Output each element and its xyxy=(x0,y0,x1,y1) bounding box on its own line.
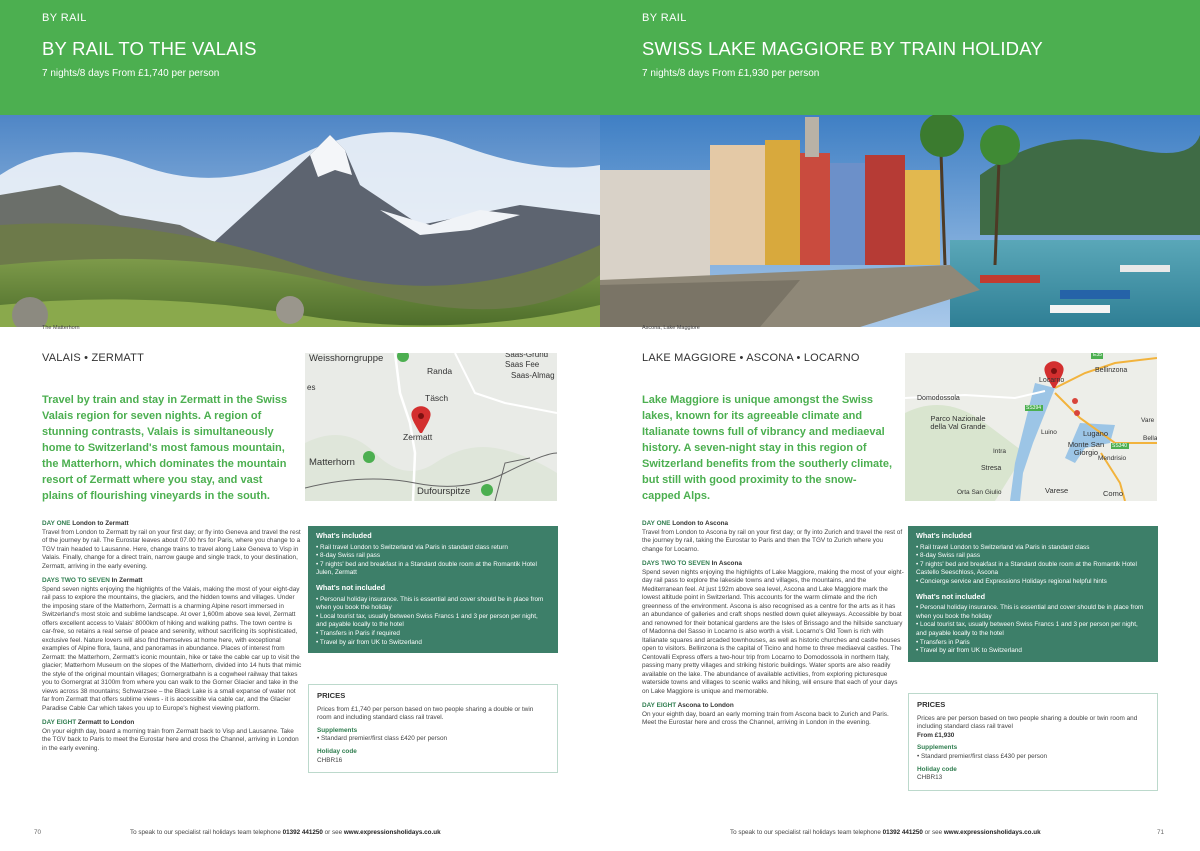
day-label: DAY EIGHT xyxy=(42,719,77,726)
lake-maggiore-map[interactable] xyxy=(905,353,1157,501)
day-label: DAYS TWO TO SEVEN xyxy=(642,560,710,567)
prices-text: Prices are per person based on two people sharing a double or twin room and including standard class rail travel xyxy=(917,714,1138,731)
itinerary-day xyxy=(42,577,304,713)
footer-phone[interactable]: 01392 441250 xyxy=(882,829,923,836)
map-label: Zermatt xyxy=(403,432,433,442)
map-label: Luino xyxy=(1041,429,1057,436)
not-included-item: • Personal holiday insurance. This is essential and cover should be in place from when you book the holiday xyxy=(916,604,1144,620)
day-place: Ascona to London xyxy=(677,702,734,709)
map-label: Saas Fee xyxy=(505,360,540,369)
supplements-text: • Standard premier/first class £430 per person xyxy=(917,752,1048,760)
day-place: In Zermatt xyxy=(111,577,143,584)
right-page xyxy=(600,0,1200,851)
map-label: Locarno xyxy=(1039,377,1065,384)
map-label: E35 xyxy=(1093,353,1102,358)
map-label: SS340 xyxy=(1112,443,1128,449)
map-label: SS394 xyxy=(1026,405,1042,411)
ascona-photo xyxy=(600,115,1200,327)
page-number: 71 xyxy=(1157,829,1165,836)
supplements-title: Supplements xyxy=(317,726,358,734)
not-included-item: • Travel by air from UK to Switzerland xyxy=(916,647,1022,655)
zermatt-map[interactable] xyxy=(305,353,557,501)
included-title: What's included xyxy=(316,531,372,540)
holiday-code-title: Holiday code xyxy=(317,747,357,755)
holiday-code: CHBR13 xyxy=(917,774,943,782)
header-band xyxy=(0,0,600,115)
map-label: Intra xyxy=(993,448,1007,455)
day-text: Spend seven nights enjoying the highlights of Lake Maggiore, making the most of your eight-day rail pass to explore the lakeside towns and villages, the mountains, and the Mediterranean feel. At just 192m above sea level, Ascona and Lake Maggiore mark the lowest altitude point in Switzerland. This accounts for the warm climate and the rich greenness of the environment. Ascona is also recognised as a centre for the arts as it has an abundance of galleries and craft shops nestled down quiet alleyways. Accessible by boat and renowned for their botanical gardens are the Isles of Brissago and the hillside sanctuary of Madonna del Sasso in Locarno is also worth a visit. Locarno's Old Town is rich with Italianate squares and arcaded townhouses, as well as historic churches and castle houses open to visitors. Bellinzona is the capital of Ticino and home to three mediaeval castles. The Centovalli Express offers a two-hour trip from Locarno to Domodossola in northern Italy, passing many pretty villages and striking historic buildings. Water sports are also readily available on the lake. The abundance of available activities, from exploring picturesque waterside towns and villages to scenic walks and hiking, will ensure that each of your days on Lake Maggiore is unique and memorable. xyxy=(642,568,904,695)
prices-title: PRICES xyxy=(317,691,346,700)
footer: To speak to our specialist rail holidays team telephone 01392 441250 or see www.expressionsholidays.co.uk xyxy=(130,829,441,836)
page-number: 70 xyxy=(34,829,42,836)
included-item: • 8-day Swiss rail pass xyxy=(316,552,381,560)
not-included-item: • Travel by air from UK to Switzerland xyxy=(316,638,422,646)
holiday-code-title: Holiday code xyxy=(917,765,957,773)
day-label: DAYS TWO TO SEVEN xyxy=(42,577,110,584)
itinerary xyxy=(642,520,904,728)
page-title: BY RAIL TO THE VALAIS xyxy=(42,38,257,59)
not-included-item: • Personal holiday insurance. This is essential and cover should be in place from when you book the holiday xyxy=(316,595,544,612)
itinerary-day xyxy=(642,702,904,728)
photo-caption: The Matterhorn xyxy=(42,325,80,331)
day-text: On your eighth day, board an early morning train from Ascona back to Zurich and Paris. Meet the Eurostar here and cross the Channel, arriving in London in the evening. xyxy=(642,710,889,726)
itinerary-day xyxy=(42,719,304,753)
map-label: Orta San Giulio xyxy=(957,489,1002,496)
prices-title: PRICES xyxy=(917,700,946,709)
day-place: Zermatt to London xyxy=(77,719,135,726)
itinerary-day xyxy=(42,520,304,571)
not-included-item: • Local tourist tax, usually between Swiss Francs 1 and 3 per person per night, and payable locally to the hotel xyxy=(916,621,1138,637)
map-label: Saas-Grund xyxy=(505,353,549,359)
map-label: Varese xyxy=(1045,486,1069,495)
itinerary xyxy=(42,520,304,753)
not-included-item: • Transfers in Paris xyxy=(916,638,970,646)
page-title: SWISS LAKE MAGGIORE BY TRAIN HOLIDAY xyxy=(642,38,1043,59)
day-place: London to Ascona xyxy=(672,520,729,527)
map-label: Vare xyxy=(1141,417,1155,424)
included-box xyxy=(908,526,1158,662)
not-included-item: • Local tourist tax, usually between Swiss Francs 1 and 3 per person per night, and payable locally to the hotel xyxy=(316,612,538,629)
matterhorn-photo xyxy=(0,115,600,327)
map-label: Matterhorn xyxy=(309,457,355,468)
day-label: DAY ONE xyxy=(42,520,71,527)
map-label: Lugano xyxy=(1083,429,1109,438)
day-label: DAY EIGHT xyxy=(642,702,677,709)
not-included-title: What's not included xyxy=(316,582,386,592)
included-title: What's included xyxy=(916,531,972,540)
prices-box xyxy=(908,693,1158,791)
map-label: Parco Nazionale della Val Grande xyxy=(930,414,986,431)
holiday-code: CHBR16 xyxy=(317,756,343,764)
included-item: • 7 nights' bed and breakfast in a Standard double room at the Romantik Hotel Julen, Zermatt xyxy=(316,560,537,577)
included-box xyxy=(308,526,558,653)
supplements-text: • Standard premier/first class £420 per person xyxy=(317,735,448,743)
area-heading: LAKE MAGGIORE • ASCONA • LOCARNO xyxy=(642,352,860,364)
prices-text: Prices from £1,740 per person based on two people sharing a double or twin room and including standard class rail travel. xyxy=(317,705,534,722)
section-kicker: BY RAIL xyxy=(642,12,687,24)
map-label: Täsch xyxy=(425,393,449,403)
section-kicker: BY RAIL xyxy=(42,12,87,24)
footer-phone[interactable]: 01392 441250 xyxy=(282,829,323,836)
included-item: • 8-day Swiss rail pass xyxy=(916,552,981,560)
map-label: Mendrisio xyxy=(1098,455,1127,462)
intro-text: Lake Maggiore is unique amongst the Swiss lakes, known for its agreeable climate and Italianate towns full of vibrancy and mediaeval history. A seven-night stay in this region of Switzerland benefits from the southerly climate, but still with good proximity to the snow-capped Alps. xyxy=(642,394,892,502)
header-band xyxy=(600,0,1200,115)
map-label: Weisshorngruppe xyxy=(309,353,384,364)
included-item: • Concierge service and Expressions Holidays regional helpful hints xyxy=(916,577,1107,585)
included-item: • 7 nights' bed and breakfast in a Standard double room at the Romantik Hotel Castello Seeschloss, Ascona xyxy=(916,560,1137,577)
footer-url-link[interactable]: www.expressionsholidays.co.uk xyxy=(943,829,1041,836)
included-item: • Rail travel London to Switzerland via Paris in standard class xyxy=(916,543,1090,551)
map-label: Bella xyxy=(1143,435,1157,442)
footer: To speak to our specialist rail holidays team telephone 01392 441250 or see www.expressionsholidays.co.uk xyxy=(730,829,1041,836)
map-label: Saas-Almag xyxy=(511,371,555,380)
day-label: DAY ONE xyxy=(642,520,671,527)
map-label: Bellinzona xyxy=(1095,367,1128,374)
duration-price: 7 nights/8 days From £1,930 per person xyxy=(642,68,820,79)
map-label: Domodossola xyxy=(917,395,960,402)
not-included-title: What's not included xyxy=(916,591,986,601)
day-text: Travel from London to Ascona by rail on your first day; or fly into Zurich and travel the rest of the journey by rail, taking the Eurostar to Paris and then the TGV to Zurich where you change for Locarno. xyxy=(642,528,903,553)
prices-box xyxy=(308,684,558,773)
map-label: Randa xyxy=(427,366,453,376)
supplements-title: Supplements xyxy=(917,744,958,752)
itinerary-day xyxy=(642,560,904,696)
day-place: In Ascona xyxy=(711,560,742,567)
duration-price: 7 nights/8 days From £1,740 per person xyxy=(42,68,220,79)
map-label: es xyxy=(307,383,316,392)
day-text: Spend seven nights enjoying the highlights of the Valais, making the most of your eight-day rail pass to explore the mountains, the glaciers, and the hidden towns and villages. Under the imposing stare of the Matterhorn, Zermatt is a charming Alpine resort immersed in Switzerland's most stoic and sublime landscape. At over 1,600m above sea level, Zermatt offers excellent access to Valais' 8000km of hiking and walking paths. The town centre is car-free, so retains a real sense of peace and serenity, without sacrificing its sophisticated, exclusive feel. Nature lovers will also find themselves at home here, with exceptional examples of Alpine flora, fauna, and panoramas in abundance. Places of interest from Zermatt: the Matterhorn, Zermatt's iconic mountain, hike or take the cable car up to visit the glacier; Matterhorn Museum on the slopes of the Matterhorn, divided into 14 huts that mimic the style of the original mountain villages; Gornergratbahn is a cogwheel railway that takes you to Gornergrat at 3100m from where you can walk to the Gorner Glacier and take in the views across 38 mountains; Schwarzsee – the Black Lake is a small expanse of water not far from Zermatt that offers sublime views - it is accessible via cable car, and the Glacier Paradise Cable Car which takes you up to Europe's highest viewing platform. xyxy=(42,585,302,712)
photo-caption: Ascona, Lake Maggiore xyxy=(642,325,700,331)
day-text: On your eighth day, board a morning train from Zermatt back to Visp and Lausanne. Take the TGV back to Paris to meet the Eurostar here and cross the Channel, arriving in London in the early evening. xyxy=(42,727,299,752)
area-heading: VALAIS • ZERMATT xyxy=(42,352,144,364)
included-item: • Rail travel London to Switzerland via Paris in standard class return xyxy=(316,543,508,551)
map-label: Dufourspitze xyxy=(417,486,471,497)
itinerary-day xyxy=(642,520,904,554)
not-included-item: • Transfers in Paris if required xyxy=(316,629,400,637)
footer-url-link[interactable]: www.expressionsholidays.co.uk xyxy=(343,829,441,836)
map-label: Monte San Giorgio xyxy=(1067,440,1105,457)
day-place: London to Zermatt xyxy=(72,520,129,527)
map-label: Stresa xyxy=(981,465,1002,472)
day-text: Travel from London to Zermatt by rail on your first day; or fly into Geneva and travel the rest of the journey by rail. The Eurostar leaves about 07.00 hrs for Paris, where you change to a TGV train headed to Lausanne. Here, change trains to travel along Lake Geneva to Visp in Valais. Finally, change for a direct train, narrow gauge and single track, to your destination, Zermatt, arriving in the early evening. xyxy=(42,528,301,570)
prices-from: From £1,930 xyxy=(917,731,955,739)
intro-text: Travel by train and stay in Zermatt in the Swiss Valais region for seven nights. A region of stunning contrasts, Valais is simultaneously home to Switzerland's most famous mountain, the Matterhorn, which dominates the mountain resort of Zermatt where you stay, and vast plains of flourishing vineyards in the south. xyxy=(42,394,288,502)
map-label: Como xyxy=(1103,489,1124,498)
